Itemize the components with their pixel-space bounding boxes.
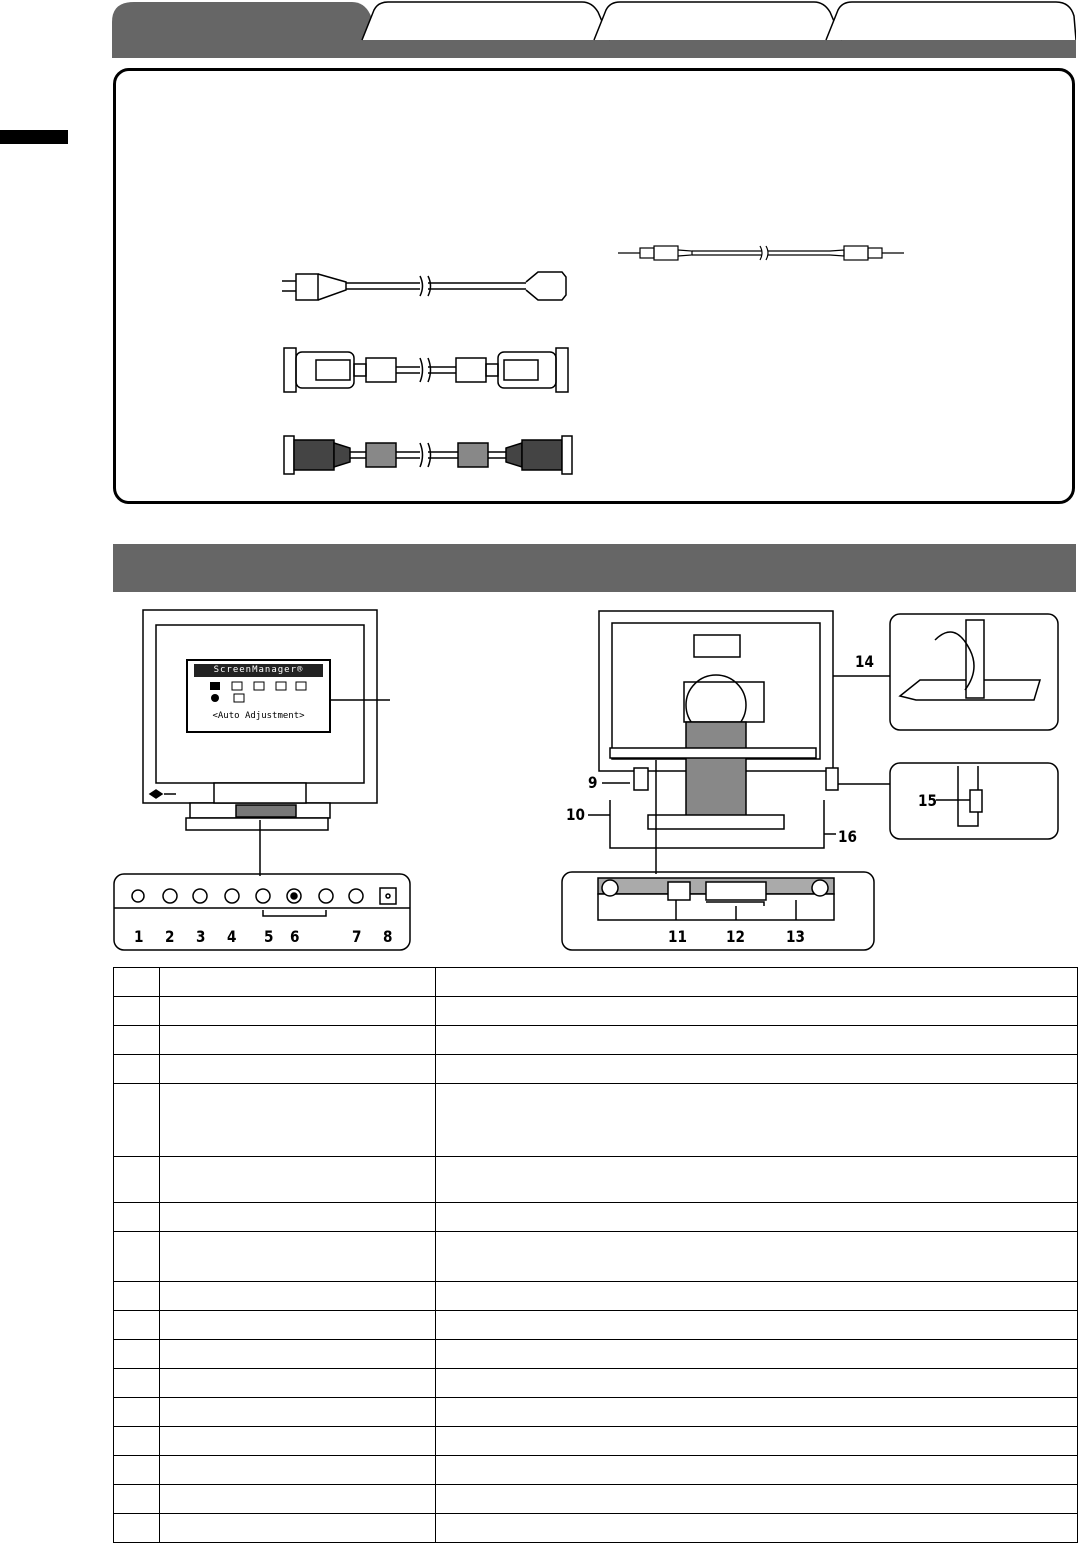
table-cell-name — [160, 1485, 436, 1514]
table-cell-name — [160, 1026, 436, 1055]
table-cell-desc — [436, 1311, 1078, 1340]
left-button-icon — [256, 889, 270, 903]
table-cell-desc — [436, 1282, 1078, 1311]
table-cell-name — [160, 1282, 436, 1311]
table-cell-no — [114, 997, 160, 1026]
table-cell-name — [160, 1340, 436, 1369]
callout-2: 2 — [165, 927, 175, 946]
table-cell-desc — [436, 968, 1078, 997]
table-cell-no — [114, 1340, 160, 1369]
table-cell-no — [114, 1026, 160, 1055]
table-cell-name — [160, 997, 436, 1026]
table-cell-name — [160, 1369, 436, 1398]
table-cell-no — [114, 1084, 160, 1157]
callout-13: 13 — [786, 927, 805, 946]
rear-connector-inset — [562, 872, 874, 950]
callout-12: 12 — [726, 927, 745, 946]
table-row — [114, 1485, 1078, 1514]
table-row — [114, 1084, 1078, 1157]
table-cell-no — [114, 1427, 160, 1456]
front-control-strip — [114, 874, 410, 950]
parts-table — [113, 967, 1078, 1543]
table-cell-name — [160, 968, 436, 997]
table-row — [114, 1340, 1078, 1369]
table-row — [114, 1157, 1078, 1203]
table-cell-name — [160, 1427, 436, 1456]
table-cell-no — [114, 1398, 160, 1427]
screenmanager-menu — [186, 659, 331, 733]
table-cell-desc — [436, 1514, 1078, 1543]
table-cell-name — [160, 1456, 436, 1485]
table-cell-desc — [436, 1427, 1078, 1456]
table-cell-no — [114, 1203, 160, 1232]
callout-10: 10 — [566, 805, 585, 824]
cable-holder-inset — [890, 614, 1058, 730]
m-button-icon — [225, 889, 239, 903]
callout-5: 5 — [264, 927, 274, 946]
table-row — [114, 1398, 1078, 1427]
callout-3: 3 — [196, 927, 206, 946]
callout-7: 7 — [352, 927, 362, 946]
table-cell-name — [160, 1055, 436, 1084]
volume-button-icon — [163, 889, 177, 903]
callout-4: 4 — [227, 927, 237, 946]
table-cell-desc — [436, 1398, 1078, 1427]
table-row — [114, 1311, 1078, 1340]
table-cell-desc — [436, 1084, 1078, 1157]
front-buttons — [132, 888, 396, 916]
table-cell-no — [114, 1485, 160, 1514]
table-cell-name — [160, 1311, 436, 1340]
table-cell-desc — [436, 1157, 1078, 1203]
table-row — [114, 1514, 1078, 1543]
callout-1: 1 — [134, 927, 144, 946]
table-cell-no — [114, 1311, 160, 1340]
sensor-icon — [132, 890, 144, 902]
table-cell-no — [114, 968, 160, 997]
table-row — [114, 1282, 1078, 1311]
table-cell-name — [160, 1203, 436, 1232]
table-cell-no — [114, 1282, 160, 1311]
table-cell-desc — [436, 1369, 1078, 1398]
table-row — [114, 1232, 1078, 1282]
table-row — [114, 1427, 1078, 1456]
table-cell-desc — [436, 1055, 1078, 1084]
callout-6: 6 — [290, 927, 300, 946]
table-cell-no — [114, 1055, 160, 1084]
table-cell-no — [114, 1514, 160, 1543]
screenmanager-footer: <Auto Adjustment> — [212, 711, 305, 721]
table-cell-desc — [436, 1456, 1078, 1485]
callout-11: 11 — [668, 927, 687, 946]
monitor-front-view — [143, 610, 390, 876]
callout-9: 9 — [588, 773, 598, 792]
table-row — [114, 1369, 1078, 1398]
table-cell-no — [114, 1369, 160, 1398]
table-cell-name — [160, 1157, 436, 1203]
table-row — [114, 997, 1078, 1026]
table-row — [114, 968, 1078, 997]
table-row — [114, 1026, 1078, 1055]
power-button-icon — [349, 889, 363, 903]
s-button-icon — [193, 889, 207, 903]
table-cell-no — [114, 1157, 160, 1203]
table-cell-desc — [436, 1340, 1078, 1369]
table-row — [114, 1456, 1078, 1485]
right-button-icon — [319, 889, 333, 903]
table-cell-desc — [436, 997, 1078, 1026]
table-cell-no — [114, 1456, 160, 1485]
table-cell-desc — [436, 1232, 1078, 1282]
table-cell-desc — [436, 1026, 1078, 1055]
callout-8: 8 — [383, 927, 393, 946]
table-cell-name — [160, 1398, 436, 1427]
callout-14: 14 — [855, 652, 874, 671]
table-cell-name — [160, 1514, 436, 1543]
table-row — [114, 1055, 1078, 1084]
table-cell-name — [160, 1084, 436, 1157]
table-cell-name — [160, 1232, 436, 1282]
table-cell-no — [114, 1232, 160, 1282]
table-cell-desc — [436, 1485, 1078, 1514]
table-row — [114, 1203, 1078, 1232]
headphone-jack-inset — [890, 763, 1058, 839]
screenmanager-title: ScreenManager® — [194, 664, 323, 677]
callout-16: 16 — [838, 827, 857, 846]
table-cell-desc — [436, 1203, 1078, 1232]
callout-15: 15 — [918, 791, 937, 810]
